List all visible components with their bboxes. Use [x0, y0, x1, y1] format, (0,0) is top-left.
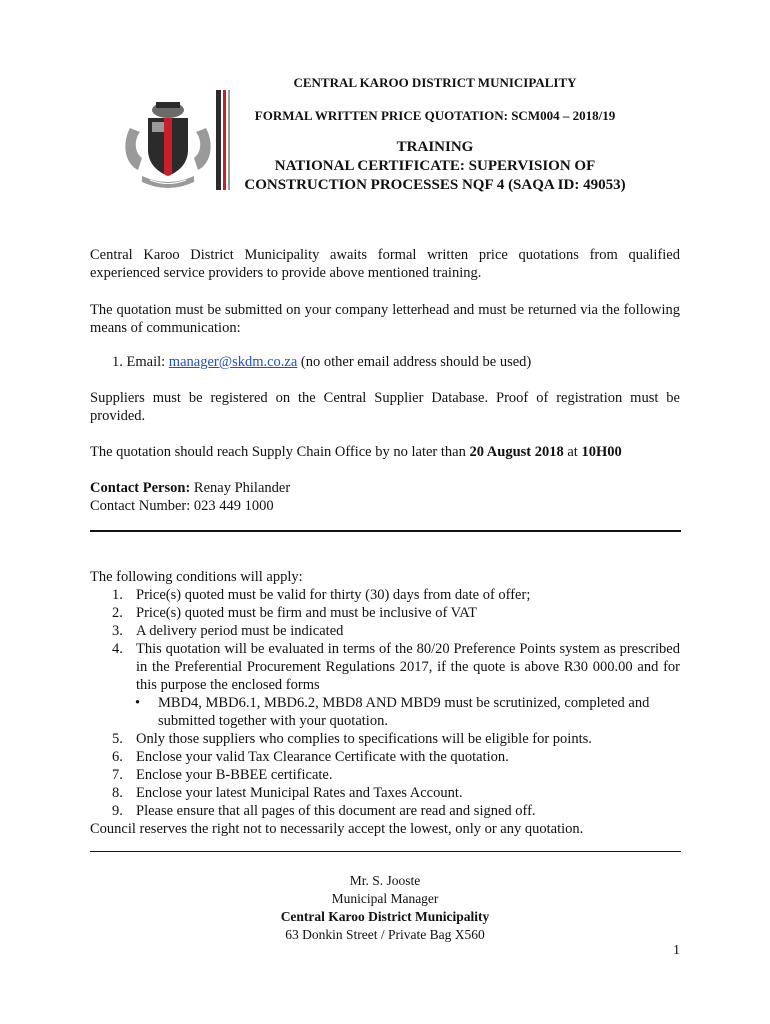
signatory-role: Municipal Manager [331, 891, 439, 906]
condition-item: 2. Price(s) quoted must be firm and must be inclusive of VAT [112, 605, 477, 621]
council-note: Council reserves the right not to necessarily accept the lowest, only or any quotation. [90, 821, 584, 837]
condition-item: 4. This quotation will be evaluated in terms of the 80/20 Preference Points system as prescribed in the Preferential Procurement Regulations 2017, if the quote is above R30 000.00 and for this purpose the enclosed forms [112, 641, 680, 693]
condition-sub-bullet: • MBD4, MBD6.1, MBD6.2, MBD8 AND MBD9 must be scrutinized, completed and submitted together with your quotation. [135, 695, 650, 729]
email-label: Email: [126, 354, 166, 370]
deadline-at: at [567, 444, 578, 460]
page-number: 1 [673, 943, 680, 958]
divider [90, 530, 681, 532]
condition-item: 8. Enclose your latest Municipal Rates and Taxes Account. [112, 785, 463, 801]
header-quote-ref: FORMAL WRITTEN PRICE QUOTATION: SCM004 – 2018/19 [254, 108, 616, 123]
signatory-org: Central Karoo District Municipality [280, 909, 490, 924]
intro-paragraph: Central Karoo District Municipality awaits formal written price quotations from qualified experienced service providers to provide above mentioned training. [90, 247, 680, 281]
header-title-line: CONSTRUCTION PROCESSES NQF 4 (SAQA ID: 49053) [244, 177, 626, 193]
signature-block [90, 872, 680, 944]
email-link[interactable]: manager@skdm.co.za [168, 354, 298, 370]
contact-person-label: Contact Person: [90, 480, 191, 496]
contact-number-label: Contact Number: [90, 498, 191, 514]
divider [90, 851, 681, 852]
email-note: (no other email address should be used) [300, 354, 532, 370]
condition-item: 9. Please ensure that all pages of this document are read and signed off. [112, 803, 536, 819]
header-title-line: NATIONAL CERTIFICATE: SUPERVISION OF [274, 158, 596, 174]
contact-block [90, 479, 680, 515]
condition-item: 1. Price(s) quoted must be valid for thirty (30) days from date of offer; [112, 587, 531, 603]
conditions-intro: The following conditions will apply: [90, 569, 303, 585]
contact-person: Renay Philander [193, 480, 291, 496]
condition-item: 5. Only those suppliers who complies to specifications will be eligible for points. [112, 731, 592, 747]
suppliers-paragraph: Suppliers must be registered on the Central Supplier Database. Proof of registration must be provided. [90, 390, 680, 424]
email-item-number: 1. [112, 354, 123, 370]
deadline-time: 10H00 [581, 444, 622, 460]
signatory-address: 63 Donkin Street / Private Bag X560 [285, 927, 485, 942]
deadline-prefix: The quotation should reach Supply Chain Office by no later than [90, 444, 466, 460]
submission-paragraph: The quotation must be submitted on your company letterhead and must be returned via the following means of communication: [90, 302, 680, 336]
condition-item: 6. Enclose your valid Tax Clearance Certificate with the quotation. [112, 749, 509, 765]
email-item [90, 353, 680, 371]
signatory-name: Mr. S. Jooste [349, 873, 421, 888]
conditions-block [90, 568, 680, 838]
condition-item: 7. Enclose your B-BBEE certificate. [112, 767, 333, 783]
contact-number: 023 449 1000 [193, 498, 274, 514]
header-title-line: TRAINING [396, 139, 474, 155]
header-org: CENTRAL KAROO DISTRICT MUNICIPALITY [293, 75, 577, 90]
header-title [200, 138, 670, 195]
deadline-date: 20 August 2018 [469, 444, 564, 460]
condition-item: 3. A delivery period must be indicated [112, 623, 344, 639]
deadline-paragraph [90, 443, 680, 461]
